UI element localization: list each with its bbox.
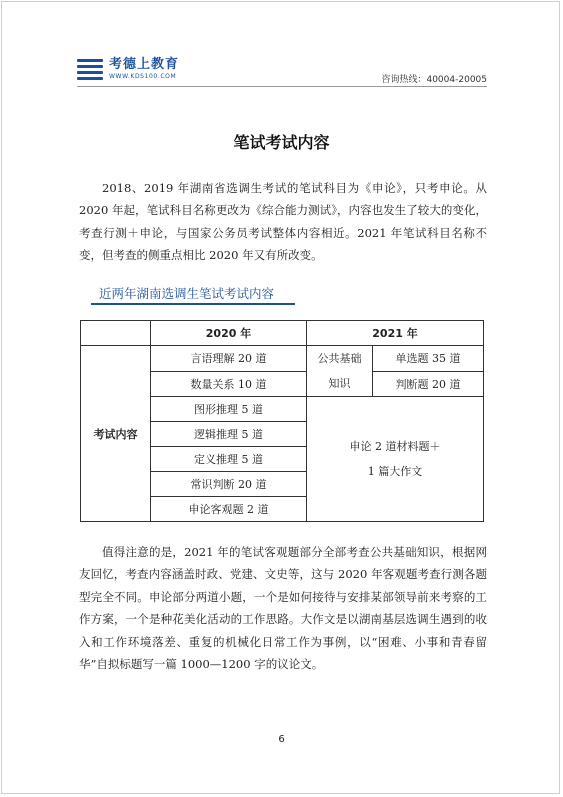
item-2020: 逻辑推理 5 道: [151, 422, 307, 447]
intro-paragraph: 2018、2019 年湖南省选调生考试的笔试科目为《申论》，只考申论。从 2020 年起，笔试科目名称更改为《综合能力测试》，内容也发生了较大的变化，考查行测＋申论，与国家公务员考试整体内容相近。2021 年笔试科目名称不变，但考查的侧重点相比 2020 年又有所改变。: [79, 181, 487, 263]
exam-content-table: [80, 320, 484, 522]
item-2020: 言语理解 20 道: [151, 346, 307, 372]
essay-line2: 1 篇大作文: [367, 465, 423, 478]
essay-line1: 申论 2 道材料题＋: [349, 440, 441, 453]
notes-paragraph: 值得注意的是，2021 年的笔试客观题部分全部考查公共基础知识，根据网友回忆，考查内容涵盖时政、党建、文史等，这与 2020 年客观题考查行测各题型完全不同。申论部分两道小题，一个是如何接待与安排某部领导前来考察的工作方案，一个是种花美化活动的工作思路。大作文是以湖南基层选调生遇到的收入和工作环境落差、重复的机械化日常工作为事例，以“困难、小事和青春留华”自拟标题写一篇 1000—1200 字的议论文。: [79, 545, 487, 672]
table-row: [81, 346, 484, 372]
item-2020: 常识判断 20 道: [151, 472, 307, 497]
table-header-row: [81, 321, 484, 346]
header-2021: 2021 年: [307, 321, 484, 346]
logo-name: 考德上教育: [109, 57, 180, 72]
item-2020: 数量关系 10 道: [151, 371, 307, 397]
book-logo-icon: [77, 59, 103, 83]
item-2020: 图形推理 5 道: [151, 397, 307, 422]
essay-cell: [307, 397, 484, 522]
public-basic-line1: 公共基础: [317, 352, 362, 365]
public-basic-line2: 知识: [328, 377, 351, 390]
item-2020: 申论客观题 2 道: [151, 497, 307, 522]
true-false-cell: 判断题 20 道: [373, 371, 484, 397]
single-choice-cell: 单选题 35 道: [373, 346, 484, 372]
header-2020: 2020 年: [151, 321, 307, 346]
hotline: 咨询热线：40004-20005: [381, 75, 487, 85]
public-basic-knowledge-cell: [307, 346, 373, 397]
empty-corner-cell: [81, 321, 151, 346]
logo-url: WWW.KDS100.COM: [109, 73, 177, 80]
page-number: 6: [278, 734, 285, 745]
item-2020: 定义推理 5 道: [151, 447, 307, 472]
header-divider: [77, 86, 487, 87]
section-subheading: 近两年湖南选调生笔试考试内容: [99, 286, 275, 301]
exam-content-label: 考试内容: [81, 346, 151, 522]
page-title: 笔试考试内容: [233, 133, 330, 152]
subheading-underline: [91, 303, 295, 305]
logo: [77, 57, 179, 83]
